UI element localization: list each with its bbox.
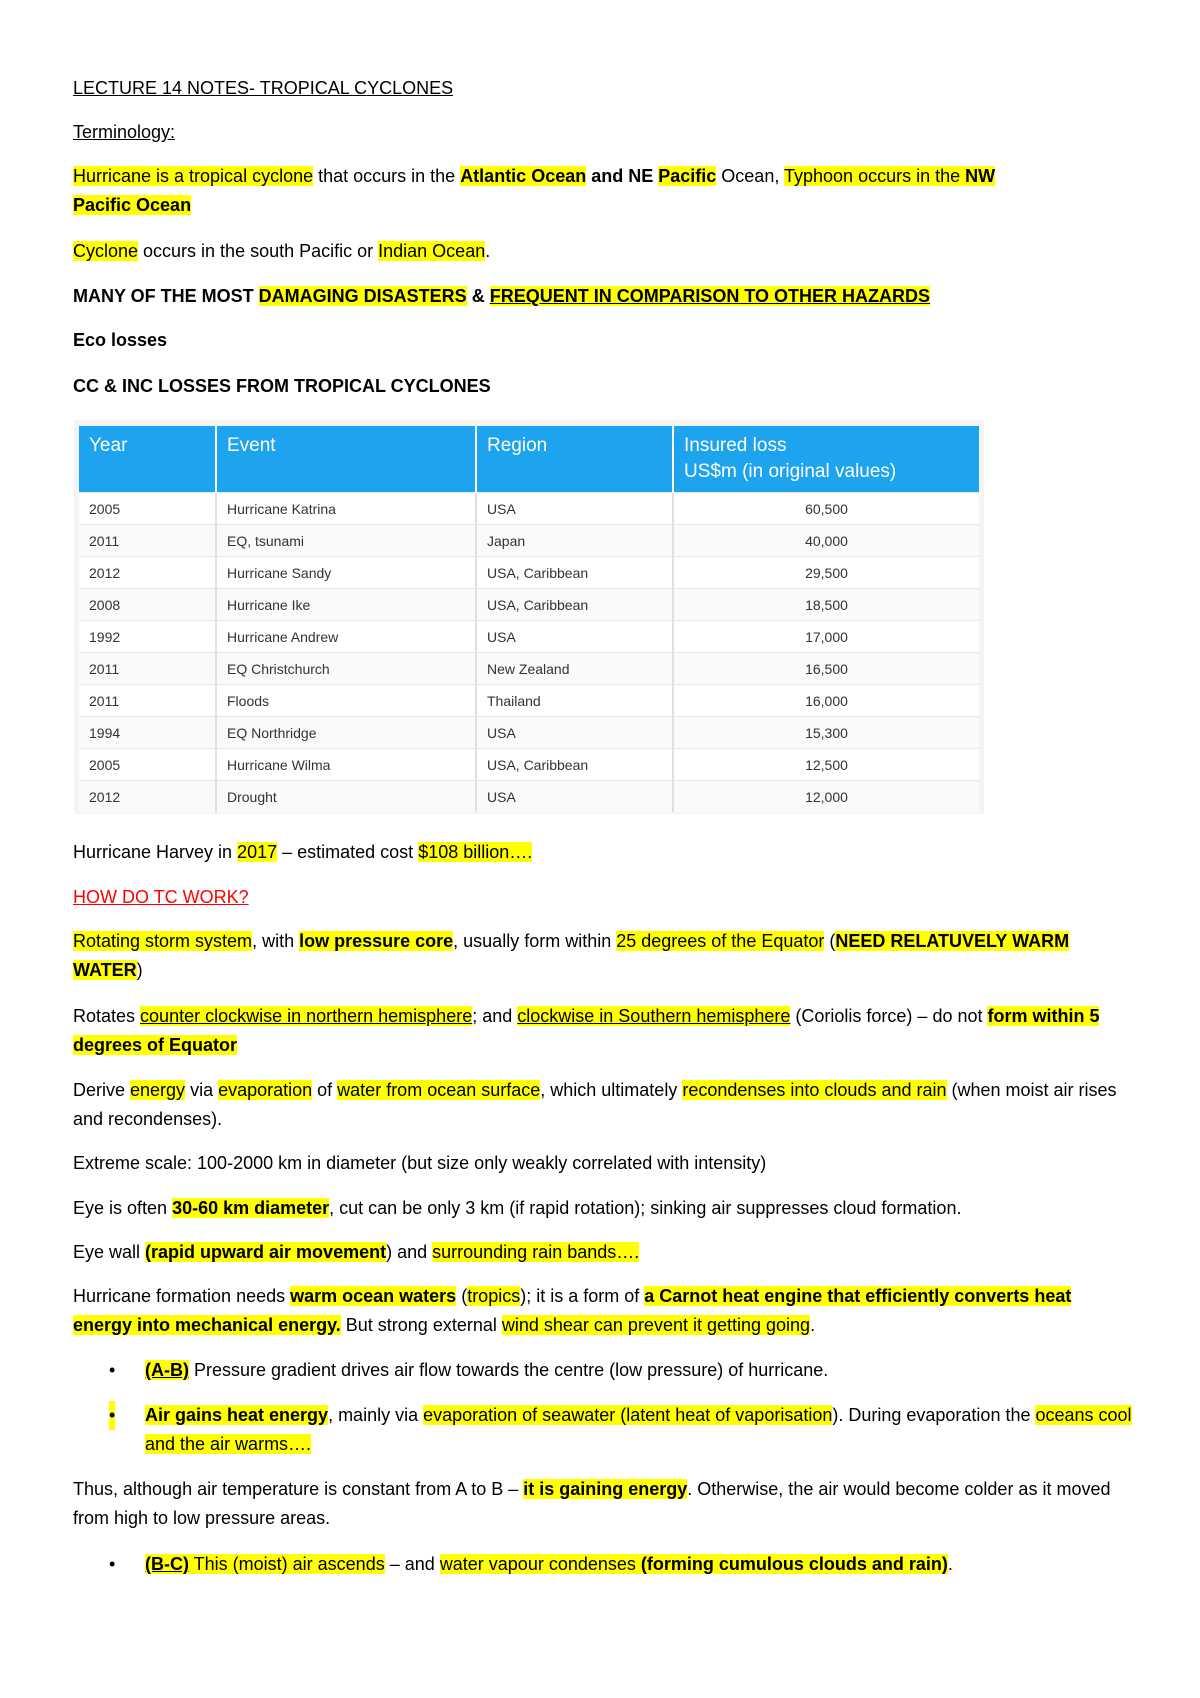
col-insured-loss: Insured loss US$m (in original values) — [673, 426, 979, 493]
cell-insured-loss: 12,000 — [673, 781, 979, 813]
table-row — [79, 493, 979, 525]
cell-region: USA — [476, 493, 673, 525]
cell-year: 2011 — [79, 525, 216, 557]
cell-event: EQ, tsunami — [216, 525, 476, 557]
cell-region: USA — [476, 781, 673, 813]
cell-event: Hurricane Wilma — [216, 749, 476, 781]
cell-event: Hurricane Sandy — [216, 557, 476, 589]
how-tc-work-heading: HOW DO TC WORK? — [73, 887, 249, 907]
cell-event: Hurricane Andrew — [216, 621, 476, 653]
bullet-dot: • — [109, 1401, 115, 1430]
table-row — [79, 589, 979, 621]
cell-year: 1994 — [79, 717, 216, 749]
rotating-storm-para: Rotating storm system, with low pressure core, usually form within 25 degrees of the Equator (NEED RELATUVELY WARM WATER) — [73, 931, 1070, 980]
cc-losses-heading: CC & INC LOSSES FROM TROPICAL CYCLONES — [73, 376, 491, 396]
cell-region: USA, Caribbean — [476, 589, 673, 621]
eco-losses-heading: Eco losses — [73, 330, 168, 350]
table-row — [79, 685, 979, 717]
table-header-row — [79, 426, 979, 493]
bullet-dot: • — [109, 1360, 116, 1380]
cell-insured-loss: 12,500 — [673, 749, 979, 781]
cell-year: 2011 — [79, 653, 216, 685]
damaging-disasters-line: MANY OF THE MOST DAMAGING DISASTERS & FREQUENT IN COMPARISON TO OTHER HAZARDS — [73, 286, 931, 306]
col-event: Event — [216, 426, 476, 493]
col-region: Region — [476, 426, 673, 493]
cell-region: New Zealand — [476, 653, 673, 685]
cell-insured-loss: 15,300 — [673, 717, 979, 749]
cell-insured-loss: 60,500 — [673, 493, 979, 525]
extreme-scale-para: Extreme scale: 100-2000 km in diameter (but size only weakly correlated with intensity) — [73, 1153, 767, 1173]
bullet-b-c: • (B-C) This (moist) air ascends – and water vapour condenses (forming cumulous clouds and rain). — [73, 1550, 1145, 1579]
cell-insured-loss: 40,000 — [673, 525, 979, 557]
cell-insured-loss: 16,500 — [673, 653, 979, 685]
cell-region: USA, Caribbean — [476, 557, 673, 589]
cell-insured-loss: 18,500 — [673, 589, 979, 621]
bullet-heat-energy: • Air gains heat energy, mainly via evaporation of seawater (latent heat of vaporisation). During evaporation the oceans cool and the air warms…. — [73, 1401, 1145, 1459]
harvey-line: Hurricane Harvey in 2017 – estimated cost $108 billion…. — [73, 842, 533, 862]
derive-energy-para: Derive energy via evaporation of water from ocean surface, which ultimately recondenses into clouds and rain (when moist air rises and recondenses). — [73, 1080, 1117, 1129]
table-row — [79, 557, 979, 589]
cell-event: Hurricane Katrina — [216, 493, 476, 525]
cell-year: 2012 — [79, 557, 216, 589]
cell-region: Thailand — [476, 685, 673, 717]
cell-region: Japan — [476, 525, 673, 557]
cell-region: USA, Caribbean — [476, 749, 673, 781]
cell-year: 2008 — [79, 589, 216, 621]
table-row — [79, 525, 979, 557]
insured-loss-table-container — [74, 420, 984, 814]
cell-event: Hurricane Ike — [216, 589, 476, 621]
table-row — [79, 717, 979, 749]
table-row — [79, 653, 979, 685]
table-row — [79, 781, 979, 813]
terminology-heading: Terminology: — [73, 122, 176, 142]
cell-insured-loss: 29,500 — [673, 557, 979, 589]
cell-year: 2005 — [79, 493, 216, 525]
rotates-para: Rotates counter clockwise in northern hemisphere; and clockwise in Southern hemisphere (Coriolis force) – do not form within 5 degrees of Equator — [73, 1006, 1100, 1055]
cell-event: EQ Northridge — [216, 717, 476, 749]
hurricane-formation-para: Hurricane formation needs warm ocean waters (tropics); it is a form of a Carnot heat engine that efficiently converts heat energy into mechanical energy. But strong external wind shear can prevent it getting going. — [73, 1286, 1072, 1335]
cell-region: USA — [476, 621, 673, 653]
bullet-dot: • — [109, 1554, 116, 1574]
col-year: Year — [79, 426, 216, 493]
cell-insured-loss: 16,000 — [673, 685, 979, 717]
eye-para: Eye is often 30-60 km diameter, cut can be only 3 km (if rapid rotation); sinking air suppresses cloud formation. — [73, 1198, 962, 1218]
cell-year: 2011 — [79, 685, 216, 717]
cell-event: Floods — [216, 685, 476, 717]
cell-insured-loss: 17,000 — [673, 621, 979, 653]
thus-para: Thus, although air temperature is constant from A to B – it is gaining energy. Otherwise, the air would become colder as it moved from high to low pressure areas. — [73, 1479, 1111, 1528]
cell-event: EQ Christchurch — [216, 653, 476, 685]
table-row — [79, 621, 979, 653]
table-body — [79, 493, 979, 813]
bullet-a-b: • (A-B) Pressure gradient drives air flow towards the centre (low pressure) of hurricane. — [73, 1356, 1145, 1385]
cell-year: 2005 — [79, 749, 216, 781]
page-title: LECTURE 14 NOTES- TROPICAL CYCLONES — [73, 78, 454, 98]
insured-loss-table — [79, 426, 979, 812]
table-row — [79, 749, 979, 781]
cell-year: 1992 — [79, 621, 216, 653]
eye-wall-para: Eye wall (rapid upward air movement) and surrounding rain bands…. — [73, 1242, 640, 1262]
cyclone-definition: Cyclone occurs in the south Pacific or Indian Ocean. — [73, 241, 491, 261]
cell-region: USA — [476, 717, 673, 749]
cell-year: 2012 — [79, 781, 216, 813]
hurricane-definition: Hurricane is a tropical cyclone that occurs in the Atlantic Ocean and NE Pacific Ocean, Typhoon occurs in the NW Pacific Ocean — [73, 166, 996, 215]
cell-event: Drought — [216, 781, 476, 813]
